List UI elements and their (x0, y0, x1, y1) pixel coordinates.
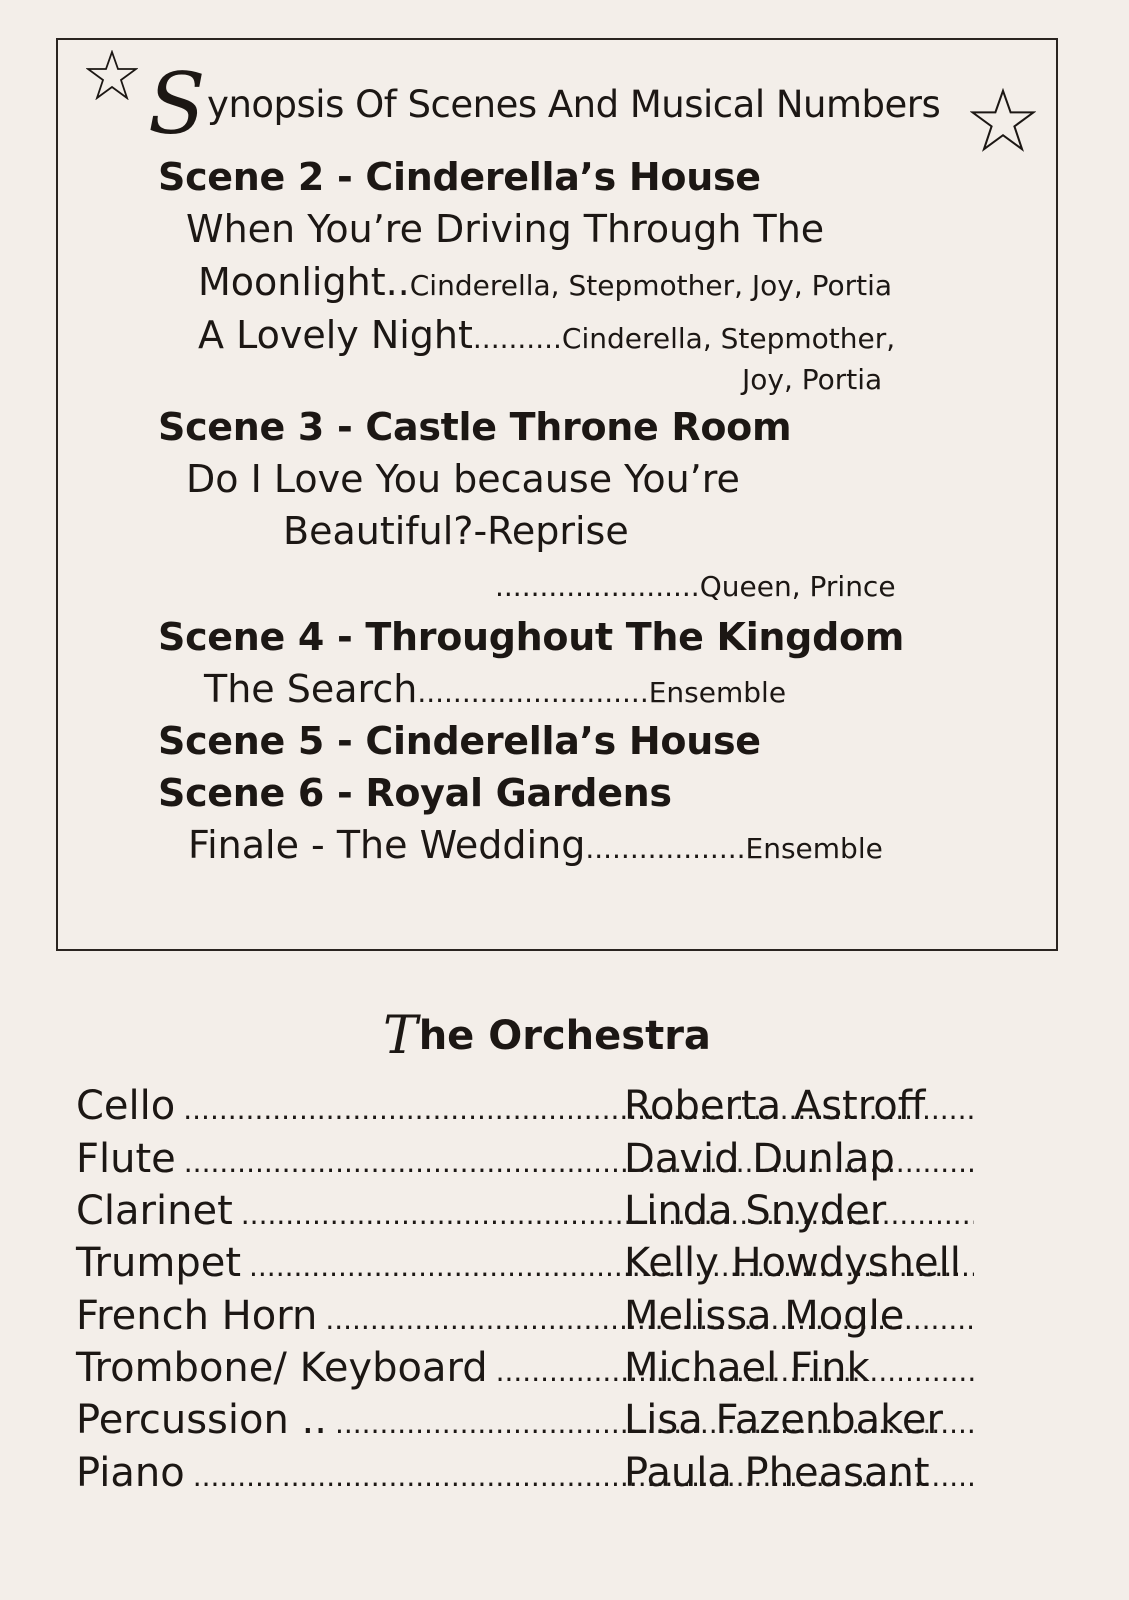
song-title: When You’re Driving Through The (186, 207, 825, 251)
star-icon (86, 50, 138, 100)
player-name: Linda Snyder (624, 1188, 887, 1234)
player-name: Roberta Astroff (624, 1083, 926, 1129)
scene-heading: Scene 6 - Royal Gardens (158, 771, 672, 815)
instrument-label: Cello (76, 1083, 176, 1129)
orchestra-title (383, 1006, 711, 1066)
orchestra-title-text: he Orchestra (418, 1013, 711, 1059)
instrument-label: Trumpet (76, 1240, 241, 1286)
song-line (204, 667, 786, 711)
song-title: Finale - The Wedding (188, 823, 586, 867)
orchestra-title-initial: T (383, 1006, 418, 1066)
song-line (495, 570, 896, 603)
song-cast: Ensemble (745, 832, 883, 865)
scene-heading: Scene 5 - Cinderella’s House (158, 719, 761, 763)
song-line (188, 823, 883, 867)
song-title: Do I Love You because You’re (186, 457, 740, 501)
song-cast: Cinderella, Stepmother, Joy, Portia (409, 269, 893, 302)
scene-heading: Scene 4 - Throughout The Kingdom (158, 615, 905, 659)
dot-leader: .................. (585, 832, 746, 865)
song-title: Beautiful?-Reprise (283, 509, 629, 553)
song-title: A Lovely Night (198, 313, 473, 357)
synopsis-title (148, 55, 941, 153)
song-line (198, 313, 895, 357)
orchestra-row (76, 1240, 976, 1290)
song-title: The Search (204, 667, 418, 711)
instrument-label: Percussion .. (76, 1397, 327, 1443)
song-cast: Cinderella, Stepmother, (561, 322, 896, 355)
scene-heading: Scene 2 - Cinderella’s House (158, 155, 761, 199)
orchestra-row (76, 1450, 976, 1500)
player-name: David Dunlap (624, 1136, 895, 1182)
synopsis-title-text: ynopsis Of Scenes And Musical Numbers (207, 83, 941, 126)
player-name: Kelly Howdyshell (624, 1240, 961, 1286)
scene-heading: Scene 3 - Castle Throne Room (158, 405, 792, 449)
song-cast: Ensemble (648, 676, 787, 709)
song-line (198, 260, 892, 304)
synopsis-title-initial: S (148, 55, 206, 153)
orchestra-row (76, 1083, 976, 1133)
instrument-label: Piano (76, 1450, 185, 1496)
player-name: Melissa Mogle (624, 1293, 905, 1339)
dot-leader: ....................... (495, 570, 700, 603)
dot-leader: .......... (472, 322, 562, 355)
player-name: Lisa Fazenbaker (624, 1397, 943, 1443)
star-icon (970, 88, 1036, 152)
instrument-label: Clarinet (76, 1188, 233, 1234)
song-cast: Joy, Portia (742, 363, 883, 396)
player-name: Paula Pheasant (624, 1450, 930, 1496)
instrument-label: French Horn (76, 1293, 318, 1339)
instrument-label: Trombone/ Keyboard (76, 1345, 488, 1391)
song-title: Moonlight.. (198, 260, 410, 304)
orchestra-row (76, 1397, 976, 1447)
orchestra-row (76, 1136, 976, 1186)
orchestra-row (76, 1345, 976, 1395)
orchestra-row (76, 1188, 976, 1238)
dot-leader: .......................... (417, 676, 649, 709)
orchestra-row (76, 1293, 976, 1343)
song-cast: Queen, Prince (699, 570, 896, 603)
instrument-label: Flute (76, 1136, 176, 1182)
player-name: Michael Fink (624, 1345, 870, 1391)
